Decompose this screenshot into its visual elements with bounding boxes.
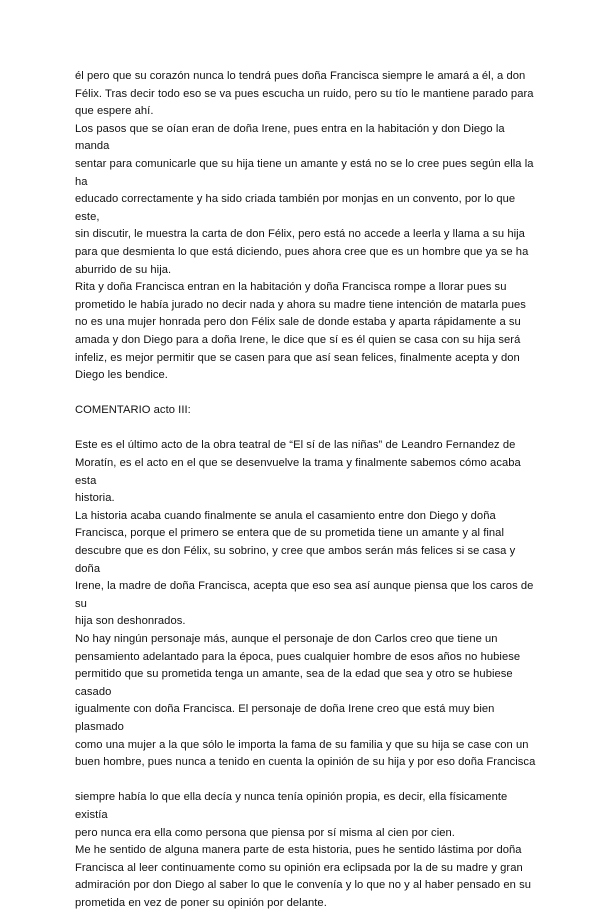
text-line: existía	[75, 808, 108, 821]
text-line: pensamiento adelantado para la época, pues cualquier hombre de esos años no hubiese	[75, 650, 521, 663]
text-line: igualmente con doña Francisca. El personaje de doña Irene creo que está muy bien	[75, 703, 495, 716]
text-line: que espere ahí.	[75, 105, 154, 118]
text-line: permitido que su prometida tenga un amante, sea de la edad que sea y otro se hubiese	[75, 668, 513, 681]
document-body	[75, 68, 545, 913]
text-line: manda	[75, 140, 110, 153]
paragraph	[75, 279, 545, 385]
text-line: como una mujer a la que sólo le importa la fama de su familia y que su hija se case con un	[75, 738, 529, 751]
text-line: Los pasos que se oían eran de doña Irene, pues entra en la habitación y don Diego la	[75, 122, 505, 135]
text-line: Me he sentido de alguna manera parte de esta historia, pues he sentido lástima por doña	[75, 844, 522, 857]
text-line: casado	[75, 685, 112, 698]
blank-line	[75, 772, 545, 790]
text-line: La historia acaba cuando finalmente se anula el casamiento entre don Diego y doña	[75, 509, 496, 522]
paragraph	[75, 789, 545, 842]
text-line: amada y don Diego para a doña Irene, le dice que sí es él quien se casa con su hija será	[75, 333, 521, 346]
text-line: aburrido de su hija.	[75, 263, 172, 276]
text-line: este,	[75, 210, 100, 223]
text-line: pero nunca era ella como persona que piensa por sí misma al cien por cien.	[75, 826, 455, 839]
text-line: sin discutir, le muestra la carta de don Félix, pero está no accede a leerla y llama a su hija	[75, 228, 525, 241]
text-line: prometida en vez de poner su opinión por delante.	[75, 896, 327, 909]
paragraph	[75, 437, 545, 507]
text-line: prometido le había jurado no decir nada y ahora su madre tiene intención de matarla pues	[75, 298, 526, 311]
text-line: su	[75, 597, 87, 610]
text-line: él pero que su corazón nunca lo tendrá pues doña Francisca siempre le amará a él, a don	[75, 70, 526, 82]
text-line: educado correctamente y ha sido criada también por monjas en un convento, por lo que	[75, 193, 516, 206]
text-line: esta	[75, 474, 97, 487]
text-line: hija son deshonrados.	[75, 615, 186, 628]
text-line: plasmado	[75, 720, 124, 733]
text-line: Francisca al leer continuamente como su opinión era eclipsada por la de su madre y gran	[75, 861, 523, 874]
text-line: para que desmienta lo que está diciendo, pues ahora cree que es un hombre que ya se ha	[75, 245, 529, 258]
text-line: Rita y doña Francisca entran en la habitación y doña Francisca rompe a llorar pues su	[75, 281, 507, 294]
text-line: No hay ningún personaje más, aunque el personaje de don Carlos creo que tiene un	[75, 633, 498, 645]
section-heading: COMENTARIO acto III:	[75, 404, 191, 417]
text-line: buen hombre, pues nunca a tenido en cuenta la opinión de su hija y por eso doña Francisca	[75, 756, 536, 769]
blank-line	[75, 385, 545, 403]
text-line: siempre había lo que ella decía y nunca tenía opinión propia, es decir, ella físicamente	[75, 791, 508, 804]
text-line: infeliz, es mejor permitir que se casen para que así sean felices, finalmente acepta y don	[75, 351, 520, 364]
paragraph	[75, 631, 545, 772]
text-line: ha	[75, 175, 88, 188]
text-line: descubre que es don Félix, su sobrino, y cree que ambos serán más felices si se casa y	[75, 545, 516, 558]
text-line: Francisca, porque el primero se entera que de su prometida tiene un amante y al final	[75, 527, 504, 540]
paragraph	[75, 842, 545, 912]
text-line: admiración por don Diego al saber lo que le convenía y lo que no y al haber pensado en su	[75, 879, 531, 892]
text-line: Moratín, es el acto en el que se desenvuelve la trama y finalmente sabemos cómo acaba	[75, 457, 521, 470]
text-line: Irene, la madre de doña Francisca, acepta que eso sea así aunque piensa que los caros de	[75, 580, 534, 593]
text-line: no es una mujer honrada pero don Félix sale de donde estaba y aparta rápidamente a su	[75, 316, 521, 329]
blank-line	[75, 420, 545, 438]
text-line: Diego les bendice.	[75, 369, 168, 382]
text-line: Félix. Tras decir todo eso se va pues escucha un ruido, pero su tío le mantiene parado para	[75, 87, 534, 100]
text-line: sentar para comunicarle que su hija tiene un amante y está no se lo cree pues según ella la	[75, 157, 534, 170]
paragraph	[75, 508, 545, 631]
text-line: historia.	[75, 492, 115, 505]
text-line: Este es el último acto de la obra teatral de “El sí de las niñas” de Leandro Fernandez de	[75, 439, 516, 452]
paragraph	[75, 68, 545, 121]
paragraph	[75, 121, 545, 279]
text-line: doña	[75, 562, 101, 575]
